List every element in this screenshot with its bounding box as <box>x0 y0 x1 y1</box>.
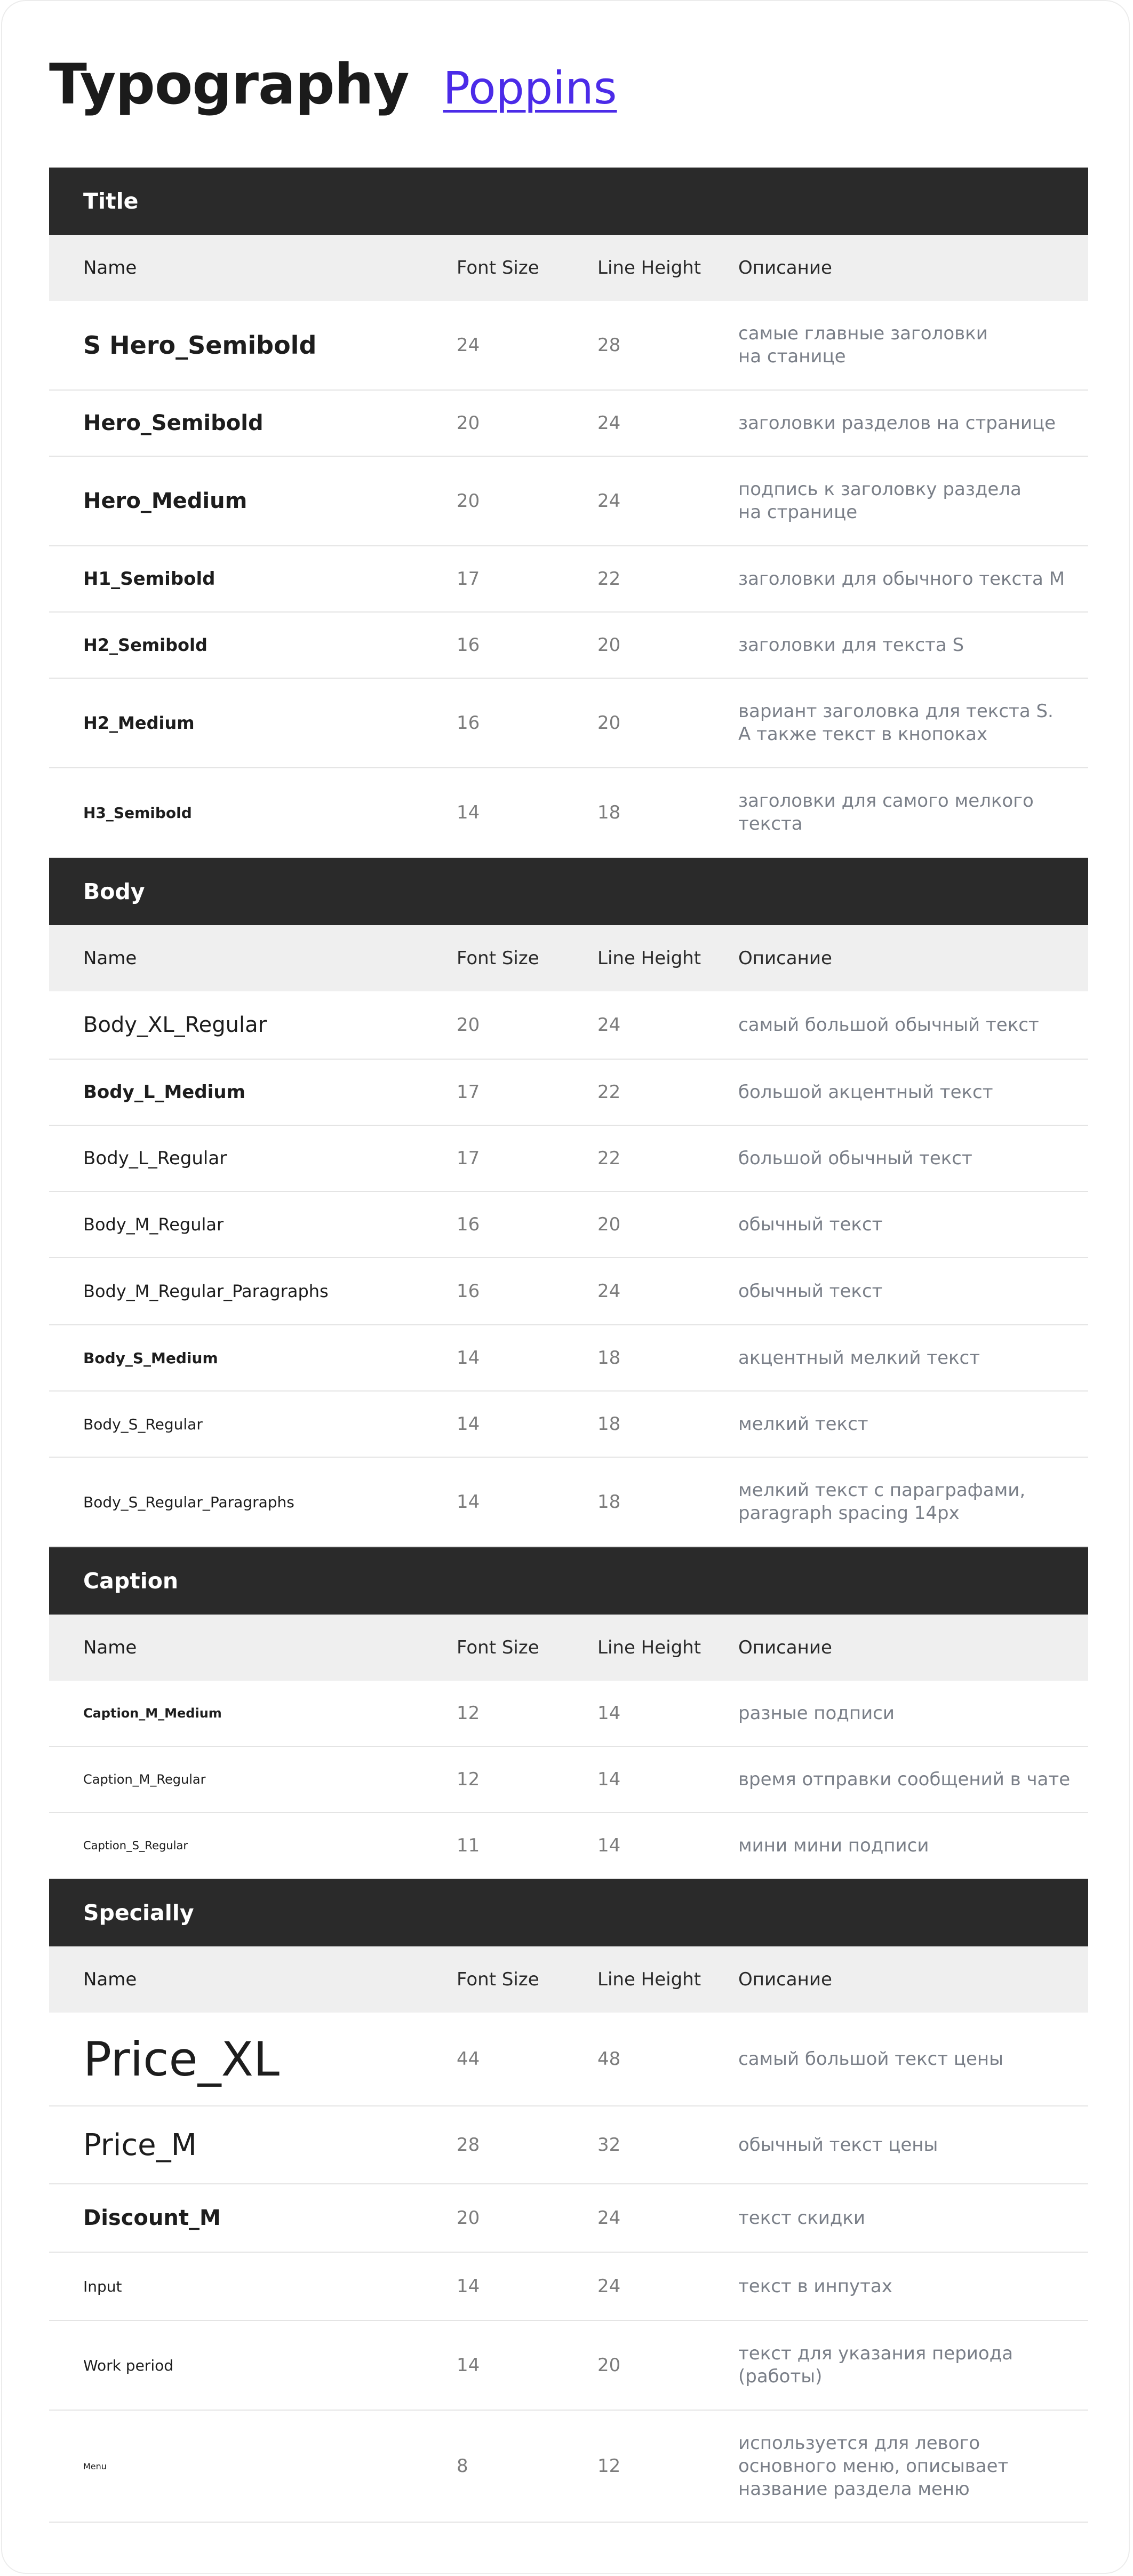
font-size-value: 20 <box>457 2207 480 2229</box>
line-height-value: 12 <box>597 2455 621 2477</box>
line-height-value: 24 <box>597 2276 621 2297</box>
style-description: акцентный мелкий текст <box>738 1347 980 1369</box>
style-name: Body_L_Regular <box>83 1148 227 1169</box>
line-height-value: 24 <box>597 490 621 512</box>
style-name: Body_XL_Regular <box>83 1013 267 1037</box>
style-description: большой обычный текст <box>738 1147 972 1169</box>
table-row <box>49 2253 1088 2321</box>
section-header: Body <box>49 858 1088 925</box>
style-description: обычный текст <box>738 1280 883 1302</box>
font-size-value: 44 <box>457 2048 480 2070</box>
style-name: H3_Semibold <box>83 804 192 822</box>
line-height-value: 22 <box>597 1148 621 1169</box>
table-row <box>49 2411 1088 2523</box>
line-height-value: 32 <box>597 2134 621 2156</box>
column-font-size-header: Font Size <box>457 257 539 279</box>
font-size-value: 16 <box>457 1281 480 1302</box>
font-size-value: 14 <box>457 1413 480 1435</box>
style-name: Menu <box>83 2461 107 2471</box>
line-height-value: 48 <box>597 2048 621 2070</box>
line-height-value: 18 <box>597 1347 621 1369</box>
section-header: Caption <box>49 1547 1088 1615</box>
table-row <box>49 1258 1088 1325</box>
column-name-header: Name <box>83 1637 137 1658</box>
style-description: текст скидки <box>738 2207 866 2229</box>
font-size-value: 20 <box>457 490 480 512</box>
page-header <box>49 52 617 117</box>
style-name: Work period <box>83 2356 173 2374</box>
table-row <box>49 1192 1088 1258</box>
style-name: Input <box>83 2277 122 2295</box>
style-name: Hero_Semibold <box>83 411 264 435</box>
style-description: заголовки для самого мелкого текста <box>738 790 1034 834</box>
line-height-value: 22 <box>597 568 621 590</box>
style-description: самый большой текст цены <box>738 2048 1003 2070</box>
column-description-header: Описание <box>738 948 832 969</box>
font-size-value: 20 <box>457 412 480 434</box>
table-row <box>49 1392 1088 1458</box>
table-row <box>49 457 1088 546</box>
column-name-header: Name <box>83 1969 137 1990</box>
font-size-value: 17 <box>457 1148 480 1169</box>
style-name: Body_M_Regular <box>83 1214 224 1235</box>
line-height-value: 18 <box>597 802 621 823</box>
style-name: Price_XL <box>83 2031 280 2087</box>
line-height-value: 20 <box>597 634 621 656</box>
font-size-value: 17 <box>457 568 480 590</box>
style-description: используется для левого основного меню, описывает название раздела меню <box>738 2432 1009 2500</box>
column-header-row <box>49 1615 1088 1681</box>
style-name: Body_S_Regular <box>83 1415 203 1433</box>
style-name: Body_S_Regular_Paragraphs <box>83 1493 294 1511</box>
font-size-value: 14 <box>457 2276 480 2297</box>
font-size-value: 14 <box>457 1347 480 1369</box>
line-height-value: 14 <box>597 1835 621 1856</box>
column-font-size-header: Font Size <box>457 1969 539 1990</box>
column-description-header: Описание <box>738 1637 832 1658</box>
style-name: Price_M <box>83 2127 197 2162</box>
table-row <box>49 2013 1088 2106</box>
style-name: Body_S_Medium <box>83 1349 218 1367</box>
font-family-link[interactable]: Poppins <box>443 62 617 114</box>
style-description: время отправки сообщений в чате <box>738 1768 1071 1790</box>
font-size-value: 11 <box>457 1835 480 1856</box>
style-description: большой акцентный текст <box>738 1081 993 1103</box>
line-height-value: 24 <box>597 1014 621 1036</box>
line-height-value: 24 <box>597 1281 621 1302</box>
section-caption <box>49 1547 1088 1879</box>
font-size-value: 14 <box>457 802 480 823</box>
column-header-row <box>49 235 1088 301</box>
table-row <box>49 679 1088 768</box>
line-height-value: 20 <box>597 2355 621 2376</box>
font-size-value: 14 <box>457 2355 480 2376</box>
style-description: обычный текст цены <box>738 2134 938 2156</box>
column-font-size-header: Font Size <box>457 1637 539 1658</box>
table-row <box>49 1060 1088 1126</box>
column-line-height-header: Line Height <box>597 257 701 279</box>
table-row <box>49 2184 1088 2253</box>
section-header: Title <box>49 168 1088 235</box>
style-description: текст в инпутах <box>738 2275 892 2297</box>
column-header-row <box>49 1946 1088 2013</box>
font-size-value: 17 <box>457 1082 480 1103</box>
page-title: Typography <box>49 52 409 117</box>
style-description: самые главные заголовки на станице <box>738 323 988 367</box>
style-description: заголовки для обычного текста M <box>738 568 1065 590</box>
style-name: Body_M_Regular_Paragraphs <box>83 1281 329 1301</box>
column-description-header: Описание <box>738 1969 832 1990</box>
style-description: текст для указания периода (работы) <box>738 2343 1014 2387</box>
column-description-header: Описание <box>738 257 832 279</box>
font-size-value: 14 <box>457 1491 480 1513</box>
style-description: обычный текст <box>738 1213 883 1235</box>
line-height-value: 18 <box>597 1491 621 1513</box>
line-height-value: 20 <box>597 712 621 734</box>
style-description: мини мини подписи <box>738 1834 929 1856</box>
font-size-value: 24 <box>457 335 480 356</box>
font-size-value: 12 <box>457 1703 480 1724</box>
line-height-value: 14 <box>597 1703 621 1724</box>
table-row <box>49 1747 1088 1813</box>
column-name-header: Name <box>83 257 137 279</box>
column-font-size-header: Font Size <box>457 948 539 969</box>
table-row <box>49 301 1088 391</box>
font-size-value: 12 <box>457 1769 480 1790</box>
style-name: Caption_M_Medium <box>83 1706 222 1721</box>
font-size-value: 20 <box>457 1014 480 1036</box>
column-line-height-header: Line Height <box>597 948 701 969</box>
column-line-height-header: Line Height <box>597 1969 701 1990</box>
section-title <box>49 168 1088 858</box>
style-name: Caption_S_Regular <box>83 1839 188 1852</box>
table-row <box>49 2106 1088 2184</box>
table-row <box>49 1325 1088 1392</box>
section-body <box>49 858 1088 1547</box>
typography-tables <box>49 168 1088 2523</box>
font-size-value: 8 <box>457 2455 468 2477</box>
table-row <box>49 768 1088 858</box>
style-description: мелкий текст с параграфами, paragraph spacing 14px <box>738 1480 1026 1524</box>
table-row <box>49 1681 1088 1747</box>
style-name: H1_Semibold <box>83 568 216 590</box>
table-row <box>49 546 1088 613</box>
table-row <box>49 1126 1088 1192</box>
line-height-value: 24 <box>597 2207 621 2229</box>
style-name: Hero_Medium <box>83 489 248 513</box>
table-row <box>49 1458 1088 1547</box>
column-line-height-header: Line Height <box>597 1637 701 1658</box>
line-height-value: 22 <box>597 1082 621 1103</box>
table-row <box>49 391 1088 457</box>
column-name-header: Name <box>83 948 137 969</box>
font-size-value: 16 <box>457 1214 480 1235</box>
style-description: заголовки для текста S <box>738 634 964 656</box>
table-row <box>49 613 1088 679</box>
style-name: Discount_M <box>83 2206 221 2230</box>
table-row <box>49 991 1088 1060</box>
table-row <box>49 2321 1088 2411</box>
style-description: подпись к заголовку раздела на странице <box>738 479 1022 523</box>
font-size-value: 28 <box>457 2134 480 2156</box>
style-name: Body_L_Medium <box>83 1082 245 1103</box>
column-header-row <box>49 925 1088 991</box>
section-header: Specially <box>49 1879 1088 1946</box>
style-name: Caption_M_Regular <box>83 1772 206 1787</box>
line-height-value: 24 <box>597 412 621 434</box>
style-name: S Hero_Semibold <box>83 331 317 360</box>
section-specially <box>49 1879 1088 2523</box>
style-description: вариант заголовка для текста S. А также текст в кнопоках <box>738 701 1054 745</box>
font-size-value: 16 <box>457 712 480 734</box>
style-description: разные подписи <box>738 1702 895 1724</box>
line-height-value: 28 <box>597 335 621 356</box>
style-description: мелкий текст <box>738 1413 868 1435</box>
line-height-value: 14 <box>597 1769 621 1790</box>
line-height-value: 20 <box>597 1214 621 1235</box>
style-description: самый большой обычный текст <box>738 1014 1039 1036</box>
line-height-value: 18 <box>597 1413 621 1435</box>
style-description: заголовки разделов на странице <box>738 412 1056 434</box>
style-name: H2_Medium <box>83 713 195 733</box>
font-size-value: 16 <box>457 634 480 656</box>
style-name: H2_Semibold <box>83 635 208 655</box>
table-row <box>49 1813 1088 1879</box>
typography-card <box>1 0 1130 2574</box>
